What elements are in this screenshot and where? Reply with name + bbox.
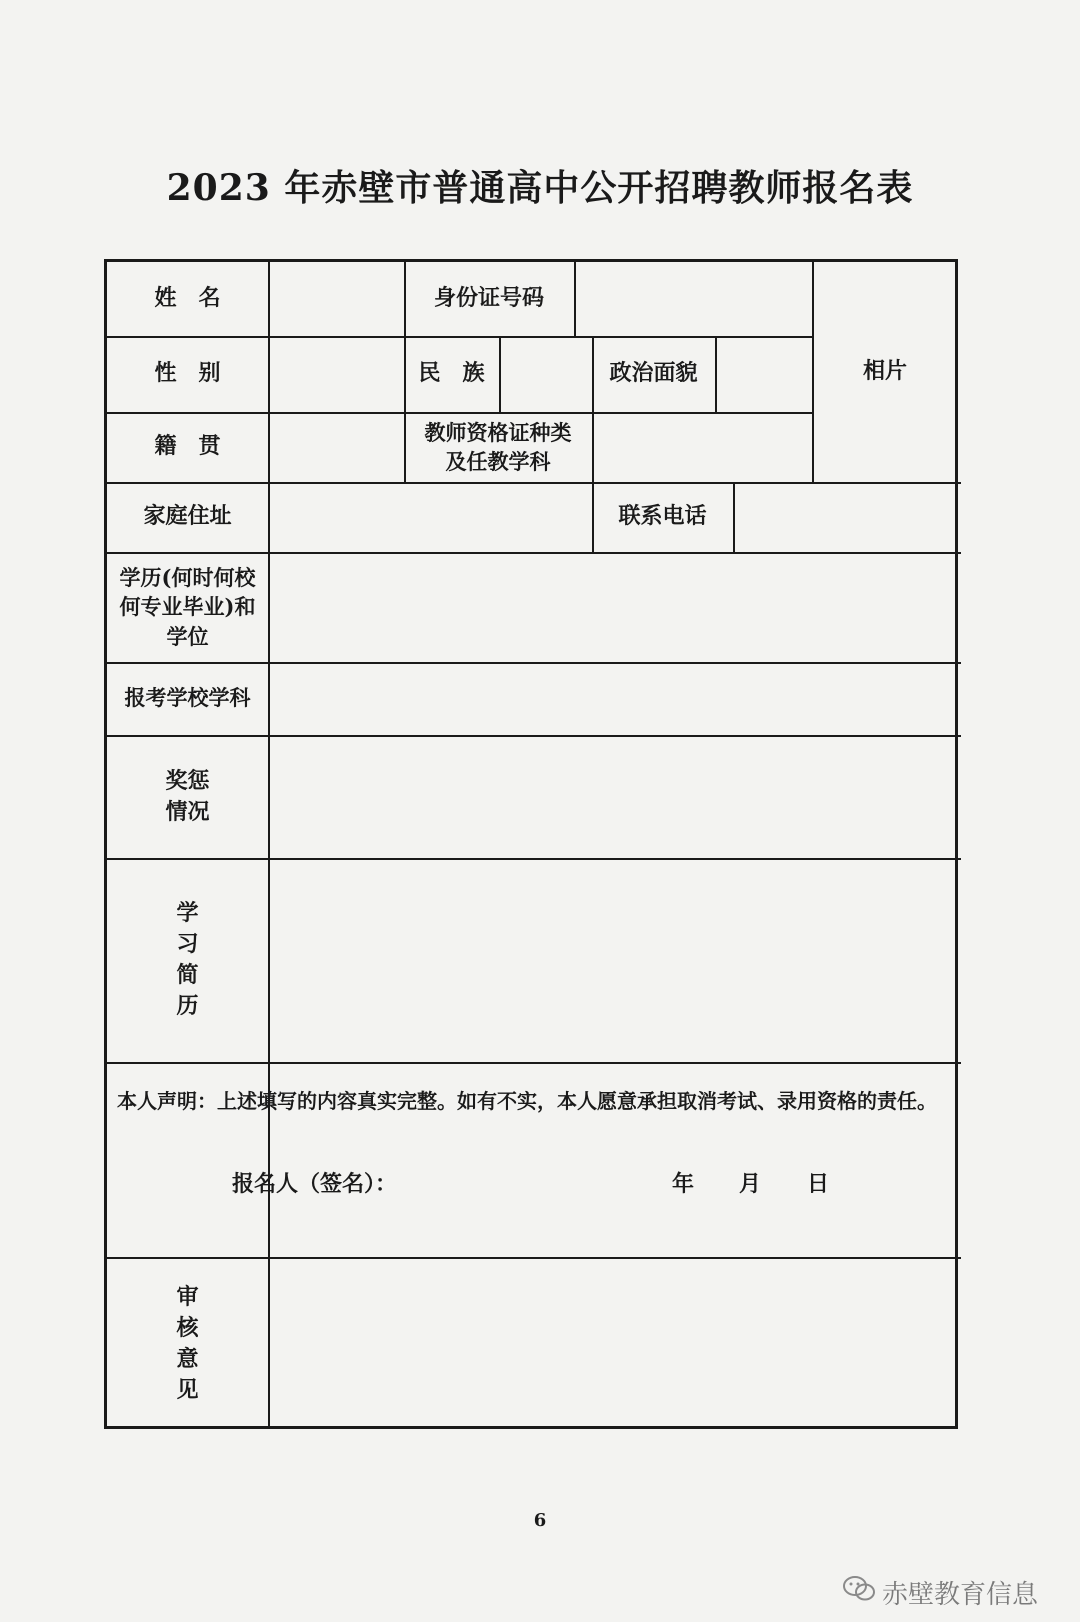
wechat-icon — [842, 1575, 876, 1610]
page-number: 6 — [533, 1510, 547, 1531]
label-study-history-char: 习 — [176, 931, 199, 958]
label-study-history-char: 简 — [176, 962, 199, 988]
label-awards — [107, 735, 268, 858]
signature-day: 日 — [807, 1171, 830, 1197]
label-teacher-cert-line: 教师资格证种类 — [424, 419, 572, 445]
label-political-status: 政治面貌 — [609, 360, 698, 387]
label-native-place: 籍 贯 — [154, 433, 221, 460]
label-study-history-char: 历 — [176, 992, 199, 1019]
label-gender: 性 别 — [154, 360, 221, 387]
label-study-history — [107, 858, 268, 1062]
label-study-history-char: 学 — [176, 900, 199, 927]
label-review-opinion-char: 审 — [176, 1284, 199, 1311]
label-home-address: 家庭住址 — [143, 503, 232, 530]
label-education-line: 学位 — [166, 623, 209, 649]
col-divider — [268, 1257, 270, 1429]
watermark-text: 赤壁教育信息 — [882, 1580, 1039, 1610]
label-review-opinion-char: 见 — [176, 1376, 199, 1403]
signature-label: 报名人（签名）： — [232, 1171, 398, 1197]
col-divider — [715, 336, 717, 412]
label-review-opinion-char: 核 — [176, 1315, 199, 1342]
signature-year: 年 — [672, 1171, 695, 1197]
label-applied-school-subject: 报考学校学科 — [124, 685, 251, 711]
label-review-opinion-char: 意 — [176, 1346, 199, 1372]
label-teacher-cert-line: 及任教学科 — [445, 449, 551, 474]
label-id-number: 身份证号码 — [433, 285, 544, 312]
col-divider — [574, 262, 576, 336]
watermark — [842, 1574, 1038, 1611]
form-title: 2023 年赤壁市普通高中公开招聘教师报名表 — [166, 167, 914, 209]
registration-form-table — [104, 259, 958, 1429]
label-review-opinion — [107, 1259, 268, 1429]
label-awards-line: 奖惩 — [165, 767, 210, 794]
label-name: 姓 名 — [154, 285, 221, 312]
label-education-line: 何专业毕业)和 — [119, 594, 256, 620]
label-ethnicity: 民 族 — [418, 360, 485, 387]
declaration-text: 本人声明：上述填写的内容真实完整。如有不实，本人愿意承担取消考试、录用资格的责任。 — [117, 1089, 937, 1113]
label-phone: 联系电话 — [618, 503, 707, 530]
label-awards-line: 情况 — [165, 798, 210, 825]
label-education-line: 学历(何时何校 — [119, 564, 256, 590]
label-education — [107, 552, 268, 662]
label-teacher-cert — [404, 412, 592, 482]
col-divider — [733, 482, 735, 552]
row-divider — [107, 1062, 961, 1064]
label-photo: 相片 — [862, 358, 907, 385]
col-divider — [499, 336, 501, 412]
signature-month: 月 — [739, 1171, 762, 1197]
